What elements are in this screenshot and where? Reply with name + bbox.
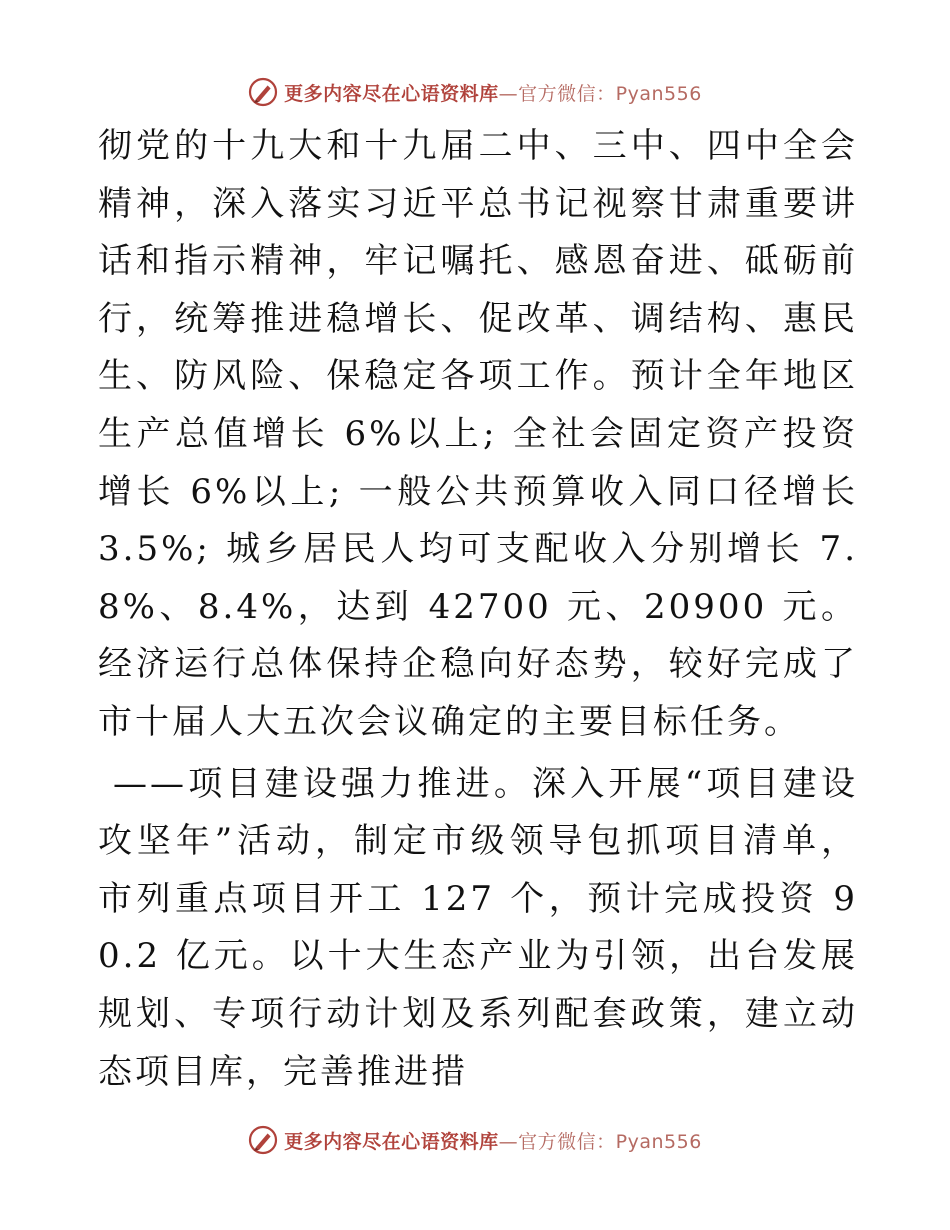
footer-watermark: [0, 1120, 950, 1160]
watermark-text: [284, 79, 702, 106]
watermark-text-bold: 更多内容尽在心语资料库: [284, 82, 499, 105]
paragraph-1: 彻党的十九大和十九届二中、三中、四中全会精神，深入落实习近平总书记视察甘肃重要讲话和指示精神，牢记嘱托、感恩奋进、砥砺前行，统筹推进稳增长、促改革、调结构、惠民生、防风险、保稳定各项工作。预计全年地区生产总值增长 6%以上; 全社会固定资产投资增长 6%以上; 一般公共预算收入同口径增长 3.5%; 城乡居民人均可支配收入分别增长 7.8%、8.4%，达到 42700 元、20900 元。经济运行总体保持企稳向好态势，较好完成了市十届人大五次会议确定的主要目标任务。: [98, 126, 872, 742]
watermark-text-bold: 更多内容尽在心语资料库: [284, 1130, 499, 1153]
watermark-text-rest: —官方微信：Pyan556: [498, 1130, 702, 1153]
pen-logo-icon: [248, 1125, 278, 1155]
header-watermark-inner: [248, 77, 702, 107]
header-watermark: [0, 72, 950, 112]
paragraph-2: ——项目建设强力推进。深入开展“项目建设攻坚年”活动，制定市级领导包抓项目清单，市列重点项目开工 127 个，预计完成投资 90.2 亿元。以十大生态产业为引领，出台发展规划、专项行动计划及系列配套政策，建立动态项目库，完善推进措: [98, 763, 858, 1092]
document-body: [98, 118, 872, 1101]
watermark-text: [284, 1127, 702, 1154]
footer-watermark-inner: [248, 1125, 702, 1155]
watermark-text-rest: —官方微信：Pyan556: [498, 82, 702, 105]
pen-logo-icon: [248, 77, 278, 107]
